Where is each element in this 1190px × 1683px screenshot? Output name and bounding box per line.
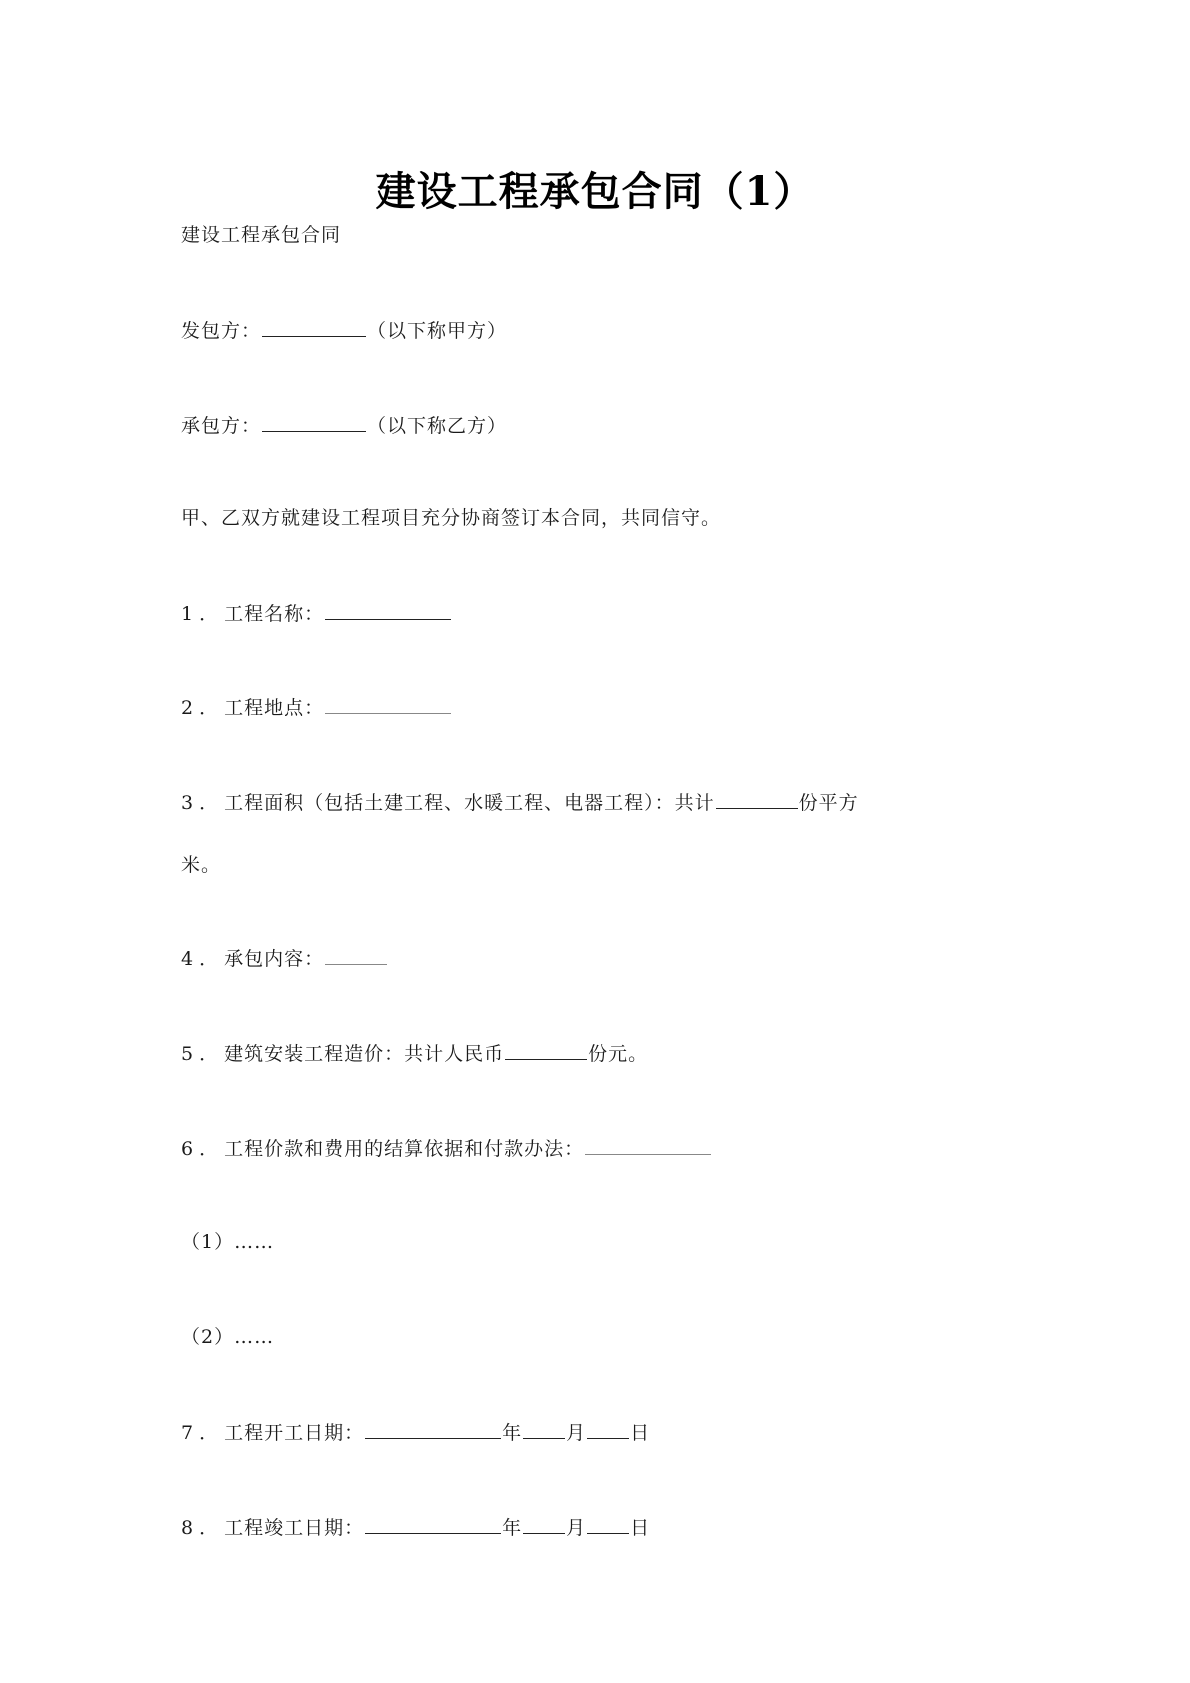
item-number: 2． [181, 697, 225, 719]
item-8-completion-date [181, 1515, 650, 1540]
project-area-blank[interactable] [716, 790, 798, 809]
sub-item-text: …… [234, 1231, 275, 1253]
item-label: 建筑安装工程造价：共计人民币 [224, 1043, 505, 1065]
item-6 [181, 1136, 712, 1161]
party-b-label: 承包方： [181, 415, 262, 437]
preamble: 甲、乙双方就建设工程项目充分协商签订本合同，共同信守。 [181, 507, 722, 529]
party-b-blank[interactable] [262, 413, 366, 432]
item-1 [181, 601, 452, 626]
item-number: 4． [181, 948, 225, 970]
document-subtitle: 建设工程承包合同 [181, 224, 342, 246]
project-location-blank[interactable] [325, 695, 451, 714]
item-label: 承包内容： [224, 948, 325, 970]
item-number: 1． [181, 603, 225, 625]
start-day-blank[interactable] [587, 1420, 629, 1439]
item-suffix: 份元。 [588, 1043, 649, 1065]
party-b-note: （以下称乙方） [367, 415, 508, 437]
item-suffix: 份平方 [798, 792, 859, 814]
year-unit: 年 [502, 1517, 523, 1539]
item-label: 工程价款和费用的结算依据和付款办法： [224, 1138, 585, 1160]
item-label: 工程开工日期： [224, 1422, 365, 1444]
end-year-blank[interactable] [365, 1515, 501, 1534]
item-7-start-date [181, 1420, 650, 1445]
day-unit: 日 [630, 1517, 651, 1539]
party-b-line [181, 413, 507, 438]
sub-item-number: （1） [181, 1231, 235, 1253]
sub-item-number: （2） [181, 1326, 235, 1348]
party-a-line [181, 318, 507, 343]
item-label: 工程名称： [224, 603, 325, 625]
sub-item-text: …… [234, 1326, 275, 1348]
year-unit: 年 [502, 1422, 523, 1444]
project-cost-blank[interactable] [505, 1041, 587, 1060]
party-a-note: （以下称甲方） [367, 320, 508, 342]
sub-item-1 [181, 1230, 274, 1254]
item-number: 3． [181, 792, 225, 814]
contract-scope-blank[interactable] [325, 946, 387, 965]
item-5 [181, 1041, 648, 1066]
item-3 [181, 790, 859, 815]
month-unit: 月 [566, 1517, 587, 1539]
item-number: 5． [181, 1043, 225, 1065]
project-name-blank[interactable] [325, 601, 451, 620]
item-label: 工程竣工日期： [224, 1517, 365, 1539]
item-3-continuation: 米。 [181, 854, 222, 876]
item-label: 工程面积（包括土建工程、水暖工程、电器工程）：共计 [224, 792, 715, 814]
item-4 [181, 946, 388, 971]
end-day-blank[interactable] [587, 1515, 629, 1534]
month-unit: 月 [566, 1422, 587, 1444]
party-a-label: 发包方： [181, 320, 262, 342]
item-number: 6． [181, 1138, 225, 1160]
item-number: 7． [181, 1422, 225, 1444]
item-label: 工程地点： [224, 697, 325, 719]
sub-item-2 [181, 1325, 274, 1349]
party-a-blank[interactable] [262, 318, 366, 337]
start-month-blank[interactable] [523, 1420, 565, 1439]
start-year-blank[interactable] [365, 1420, 501, 1439]
document-title: 建设工程承包合同（1） [375, 168, 815, 215]
payment-method-blank[interactable] [585, 1136, 711, 1155]
item-number: 8． [181, 1517, 225, 1539]
item-2 [181, 695, 452, 720]
day-unit: 日 [630, 1422, 651, 1444]
end-month-blank[interactable] [523, 1515, 565, 1534]
